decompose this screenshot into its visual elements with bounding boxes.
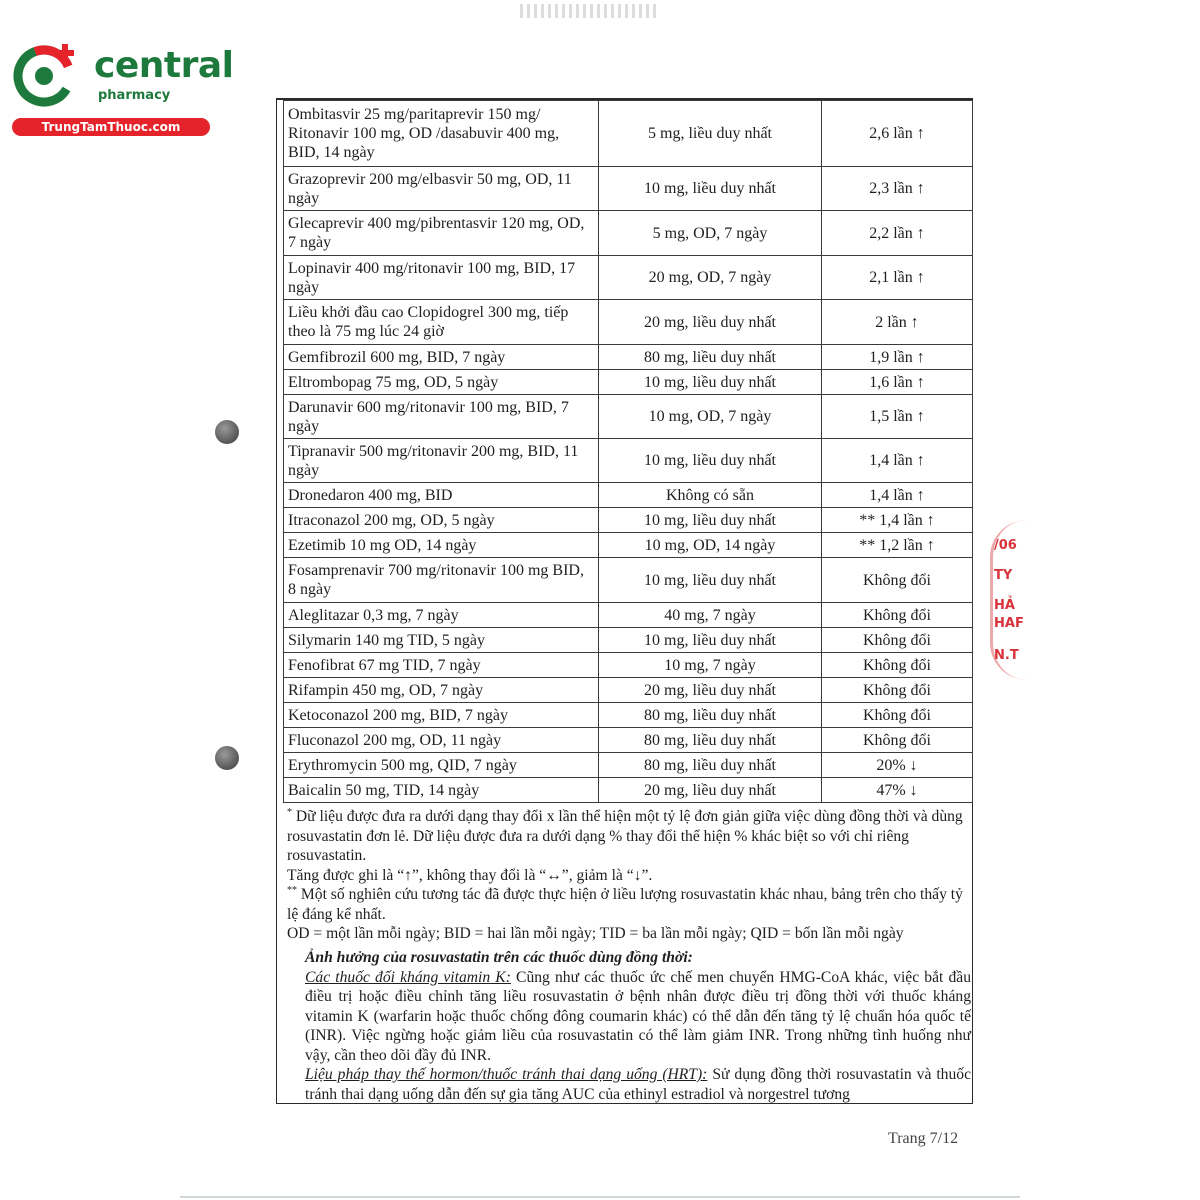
document-page [276, 98, 973, 1104]
drug-cell: Aleglitazar 0,3 mg, 7 ngày [284, 603, 599, 628]
table-row [284, 603, 973, 628]
dose-cell: 5 mg, liều duy nhất [599, 101, 822, 167]
bottom-rule [180, 1196, 1020, 1198]
change-cell: 2,6 lần ↑ [822, 101, 973, 167]
dose-cell: 10 mg, 7 ngày [599, 653, 822, 678]
drug-cell: Erythromycin 500 mg, QID, 7 ngày [284, 753, 599, 778]
table-footnotes [287, 807, 971, 944]
drug-effects-section [305, 948, 971, 1104]
subheading-vitamin-k: Các thuốc đối kháng vitamin K: [305, 968, 511, 986]
dose-cell: 10 mg, liều duy nhất [599, 628, 822, 653]
drug-cell: Itraconazol 200 mg, OD, 5 ngày [284, 508, 599, 533]
drug-cell: Fosamprenavir 700 mg/ritonavir 100 mg BID, 8 ngày [284, 558, 599, 603]
drug-cell: Tipranavir 500 mg/ritonavir 200 mg, BID, 11 ngày [284, 439, 599, 483]
change-cell: Không đổi [822, 558, 973, 603]
dose-cell: 5 mg, OD, 7 ngày [599, 211, 822, 256]
change-cell: 2,1 lần ↑ [822, 256, 973, 300]
change-cell: 47% ↓ [822, 778, 973, 803]
change-cell: 1,4 lần ↑ [822, 439, 973, 483]
change-cell: 20% ↓ [822, 753, 973, 778]
dose-cell: 10 mg, OD, 14 ngày [599, 533, 822, 558]
dose-cell: Không có sẵn [599, 483, 822, 508]
dose-cell: 80 mg, liều duy nhất [599, 345, 822, 370]
drug-cell: Baicalin 50 mg, TID, 14 ngày [284, 778, 599, 803]
paragraph-vitamin-k: Các thuốc đối kháng vitamin K: Cũng như các thuốc ức chế men chuyển HMG-CoA khác, việc bắt đầu điều trị hoặc điều chỉnh tăng liều rosuvastatin ở bệnh nhân được điều trị đồng thời với thuốc kháng vitamin K (warfarin hoặc thuốc chống đông coumarin khác) có thể dẫn đến tăng tỷ lệ chuẩn hóa quốc tế (INR). Việc ngừng hoặc giảm liều của rosuvastatin có thể làm giảm INR. Trong những tình huống như vậy, cần theo dõi đầy đủ INR. [305, 968, 971, 1064]
change-cell: 2 lần ↑ [822, 300, 973, 345]
table-row [284, 101, 973, 167]
page-number: Trang 7/12 [888, 1130, 959, 1147]
change-cell: 2,2 lần ↑ [822, 211, 973, 256]
table-row [284, 703, 973, 728]
table-row [284, 256, 973, 300]
drug-cell: Ketoconazol 200 mg, BID, 7 ngày [284, 703, 599, 728]
scan-smudge [520, 4, 660, 18]
drug-cell: Silymarin 140 mg TID, 5 ngày [284, 628, 599, 653]
dose-cell: 80 mg, liều duy nhất [599, 728, 822, 753]
change-cell: ** 1,2 lần ↑ [822, 533, 973, 558]
dose-cell: 10 mg, liều duy nhất [599, 439, 822, 483]
table-row [284, 508, 973, 533]
dose-cell: 10 mg, liều duy nhất [599, 167, 822, 211]
pharmacy-cross-icon [10, 38, 86, 114]
drug-cell: Ombitasvir 25 mg/paritaprevir 150 mg/ Ritonavir 100 mg, OD /dasabuvir 400 mg, BID, 14 ngày [284, 101, 599, 167]
central-pharmacy-logo [10, 38, 234, 138]
interaction-table [283, 100, 973, 803]
drug-cell: Grazoprevir 200 mg/elbasvir 50 mg, OD, 11 ngày [284, 167, 599, 211]
section-title: Ảnh hưởng của rosuvastatin trên các thuốc dùng đồng thời: [305, 949, 693, 966]
table-row [284, 653, 973, 678]
subheading-hrt: Liệu pháp thay thế hormon/thuốc tránh thai dạng uống (HRT): [305, 1066, 708, 1083]
change-cell: Không đổi [822, 703, 973, 728]
table-row [284, 778, 973, 803]
table-row [284, 167, 973, 211]
drug-cell: Fenofibrat 67 mg TID, 7 ngày [284, 653, 599, 678]
drug-cell: Darunavir 600 mg/ritonavir 100 mg, BID, 7 ngày [284, 395, 599, 439]
table-row [284, 628, 973, 653]
change-cell: 1,4 lần ↑ [822, 483, 973, 508]
dose-cell: 40 mg, 7 ngày [599, 603, 822, 628]
change-cell: Không đổi [822, 603, 973, 628]
footnote-2: ** Một số nghiên cứu tương tác đã được thực hiện ở liều lượng rosuvastatin khác nhau, bảng trên cho thấy tỷ lệ đáng kể nhất. [287, 884, 963, 923]
table-row [284, 678, 973, 703]
table-row [284, 211, 973, 256]
drug-cell: Liều khởi đầu cao Clopidogrel 300 mg, tiếp theo là 75 mg lúc 24 giờ [284, 300, 599, 345]
change-cell: Không đổi [822, 653, 973, 678]
table-row [284, 558, 973, 603]
paragraph-hrt: Liệu pháp thay thế hormon/thuốc tránh thai dạng uống (HRT): Sử dụng đồng thời rosuvastatin và thuốc tránh thai dạng uống dẫn đến sự gia tăng AUC của ethinyl estradiol và norgestrel tương [305, 1066, 971, 1103]
drug-cell: Fluconazol 200 mg, OD, 11 ngày [284, 728, 599, 753]
table-row [284, 395, 973, 439]
table-row [284, 345, 973, 370]
dose-cell: 80 mg, liều duy nhất [599, 753, 822, 778]
logo-url-badge: TrungTamThuoc.com [12, 118, 210, 136]
table-row [284, 439, 973, 483]
change-cell: 2,3 lần ↑ [822, 167, 973, 211]
drug-cell: Glecaprevir 400 mg/pibrentasvir 120 mg, OD, 7 ngày [284, 211, 599, 256]
footnote-1: * Dữ liệu được đưa ra dưới dạng thay đổi x lần thể hiện một tỷ lệ đơn giản giữa việc dùng đồng thời và dùng rosuvastatin đơn lẻ. Dữ liệu được đưa ra dưới dạng % thay đổi thể hiện % khác biệt so với chỉ riêng rosuvastatin. [287, 806, 963, 864]
logo-subtitle: pharmacy [98, 88, 171, 103]
change-cell: Không đổi [822, 628, 973, 653]
drug-cell: Lopinavir 400 mg/ritonavir 100 mg, BID, 17 ngày [284, 256, 599, 300]
dose-cell: 20 mg, liều duy nhất [599, 678, 822, 703]
table-row [284, 300, 973, 345]
change-cell: 1,6 lần ↑ [822, 370, 973, 395]
dose-cell: 20 mg, OD, 7 ngày [599, 256, 822, 300]
change-cell: Không đổi [822, 678, 973, 703]
red-stamp-fragment: /06 TY HẢ HAF N.T [994, 520, 1024, 680]
drug-cell: Dronedaron 400 mg, BID [284, 483, 599, 508]
dose-cell: 20 mg, liều duy nhất [599, 778, 822, 803]
change-cell: 1,9 lần ↑ [822, 345, 973, 370]
drug-cell: Ezetimib 10 mg OD, 14 ngày [284, 533, 599, 558]
dose-cell: 10 mg, OD, 7 ngày [599, 395, 822, 439]
dose-cell: 10 mg, liều duy nhất [599, 558, 822, 603]
change-cell: 1,5 lần ↑ [822, 395, 973, 439]
dose-cell: 80 mg, liều duy nhất [599, 703, 822, 728]
table-row [284, 753, 973, 778]
table-row [284, 533, 973, 558]
change-cell: ** 1,4 lần ↑ [822, 508, 973, 533]
drug-cell: Gemfibrozil 600 mg, BID, 7 ngày [284, 345, 599, 370]
punch-hole [215, 420, 239, 444]
dose-cell: 20 mg, liều duy nhất [599, 300, 822, 345]
punch-hole [215, 746, 239, 770]
footnote-symbols: Tăng được ghi là “↑”, không thay đổi là “↔”, giảm là “↓”. [287, 866, 653, 884]
drug-cell: Eltrombopag 75 mg, OD, 5 ngày [284, 370, 599, 395]
drug-cell: Rifampin 450 mg, OD, 7 ngày [284, 678, 599, 703]
table-row [284, 728, 973, 753]
logo-name: central [94, 45, 234, 86]
dose-cell: 10 mg, liều duy nhất [599, 508, 822, 533]
table-row [284, 483, 973, 508]
table-row [284, 370, 973, 395]
abbreviations: OD = một lần mỗi ngày; BID = hai lần mỗi ngày; TID = ba lần mỗi ngày; QID = bốn lần mỗi ngày [287, 925, 904, 942]
dose-cell: 10 mg, liều duy nhất [599, 370, 822, 395]
change-cell: Không đổi [822, 728, 973, 753]
